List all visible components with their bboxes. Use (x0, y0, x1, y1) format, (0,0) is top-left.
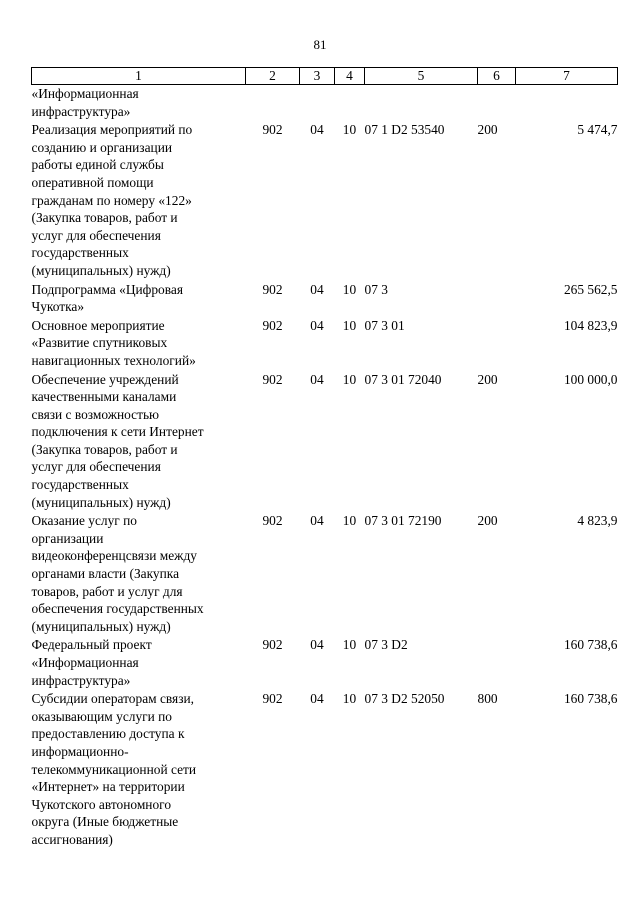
name-line: государственных (31, 477, 129, 493)
name-line: (муниципальных) нужд) (31, 262, 171, 278)
name-line: (муниципальных) нужд) (31, 494, 171, 510)
cell-ministry-code: 902 (262, 637, 283, 653)
cell-expense-type: 800 (477, 691, 498, 707)
cell-ministry-code: 902 (262, 691, 283, 707)
cell-subsection: 10 (342, 281, 357, 297)
name-line: Основное мероприятие (31, 317, 165, 333)
cell-expense-type: 200 (477, 371, 498, 387)
cell-target-article (365, 85, 478, 121)
cell-subsection (335, 85, 365, 121)
cell-expense-type (478, 280, 516, 316)
cell-expense-type: 200 (477, 513, 498, 529)
column-header-7: 7 (516, 68, 618, 85)
cell-section (300, 85, 335, 121)
cell-amount: 5 474,7 (577, 122, 618, 138)
cell-amount: 160 738,6 (563, 637, 618, 653)
name-line: (муниципальных) нужд) (31, 618, 171, 634)
name-line: государственных (31, 245, 129, 261)
cell-amount: 160 738,6 (563, 691, 618, 707)
cell-name (32, 511, 246, 635)
cell-name (32, 635, 246, 689)
table-row (32, 689, 618, 848)
name-line: ассигнования) (31, 831, 113, 847)
table-row (32, 85, 618, 121)
name-line: оказывающим услуги по (31, 708, 173, 724)
cell-ministry-code: 902 (262, 122, 283, 138)
column-header-5: 5 (365, 68, 478, 85)
column-header-3: 3 (300, 68, 335, 85)
cell-amount: 265 562,5 (563, 281, 618, 297)
name-line: Подпрограмма «Цифровая (31, 281, 183, 297)
name-line: Обеспечение учреждений (31, 371, 179, 387)
cell-amount: 104 823,9 (563, 317, 618, 333)
name-line: телекоммуникационной сети (31, 761, 197, 777)
name-line: созданию и организации (31, 139, 173, 155)
cell-subsection: 10 (342, 637, 357, 653)
name-line: «Интернет» на территории (31, 779, 185, 795)
cell-section: 04 (310, 691, 324, 707)
cell-expense-type: 200 (477, 122, 498, 138)
cell-section: 04 (310, 281, 324, 297)
cell-expense-type (478, 316, 516, 370)
name-line: (Закупка товаров, работ и (31, 210, 178, 226)
cell-amount: 4 823,9 (577, 513, 618, 529)
name-line: навигационных технологий» (31, 352, 196, 368)
cell-name (32, 370, 246, 512)
header-row (32, 68, 618, 85)
cell-target-article: 07 3 D2 52050 (364, 691, 445, 707)
cell-target-article: 07 1 D2 53540 (364, 122, 445, 138)
name-line: подключения к сети Интернет (31, 424, 204, 440)
cell-section: 04 (310, 371, 324, 387)
cell-name (32, 316, 246, 370)
cell-ministry-code: 902 (262, 513, 283, 529)
cell-subsection: 10 (342, 122, 357, 138)
name-line: Чукотского автономного (31, 796, 172, 812)
table-row (32, 370, 618, 512)
name-line: Субсидии операторам связи, (31, 691, 195, 707)
cell-section: 04 (310, 317, 324, 333)
cell-section: 04 (310, 637, 324, 653)
cell-expense-type (478, 85, 516, 121)
cell-name (32, 120, 246, 279)
name-line: (Закупка товаров, работ и (31, 441, 178, 457)
name-line: Реализация мероприятий по (31, 122, 193, 138)
cell-target-article: 07 3 01 (364, 317, 405, 333)
name-line: видеоконференцсвязи между (31, 548, 197, 564)
column-header-1: 1 (32, 68, 246, 85)
table-row (32, 120, 618, 279)
name-line: гражданам по номеру «122» (31, 192, 192, 208)
cell-amount (516, 85, 618, 121)
cell-subsection: 10 (342, 691, 357, 707)
name-line: качественными каналами (31, 389, 177, 405)
cell-target-article: 07 3 01 72040 (364, 371, 442, 387)
cell-ministry-code: 902 (262, 281, 283, 297)
name-line: инфраструктура» (31, 672, 131, 688)
table-header (32, 68, 618, 85)
name-line: инфраструктура» (31, 103, 131, 119)
name-line: округа (Иные бюджетные (31, 814, 179, 830)
name-line: «Информационная (31, 86, 139, 101)
cell-section: 04 (310, 513, 324, 529)
table-row (32, 280, 618, 316)
name-line: товаров, работ и услуг для (31, 583, 183, 599)
column-header-2: 2 (246, 68, 300, 85)
table-row (32, 316, 618, 370)
cell-ministry-code (246, 85, 300, 121)
name-line: предоставлению доступа к (31, 726, 185, 742)
name-line: организации (31, 530, 104, 546)
budget-table (31, 67, 618, 849)
cell-name (32, 280, 246, 316)
cell-target-article: 07 3 (364, 281, 388, 297)
cell-expense-type (478, 635, 516, 689)
name-line: услуг для обеспечения (31, 459, 161, 475)
name-line: работы единой службы (31, 157, 164, 173)
cell-target-article: 07 3 D2 (364, 637, 408, 653)
cell-name (32, 689, 246, 848)
name-line: органами власти (Закупка (31, 566, 180, 582)
table-body (32, 85, 618, 849)
cell-amount: 100 000,0 (563, 371, 618, 387)
name-line: обеспечения государственных (31, 601, 204, 617)
name-line: оперативной помощи (31, 174, 154, 190)
cell-target-article: 07 3 01 72190 (364, 513, 442, 529)
page-number: 81 (313, 37, 327, 52)
name-line: «Развитие спутниковых (31, 335, 168, 351)
cell-ministry-code: 902 (262, 317, 283, 333)
name-line: информационно- (31, 743, 129, 759)
table-row (32, 511, 618, 635)
table-row (32, 635, 618, 689)
column-header-6: 6 (478, 68, 516, 85)
name-line: услуг для обеспечения (31, 227, 161, 243)
cell-subsection: 10 (342, 513, 357, 529)
cell-ministry-code: 902 (262, 371, 283, 387)
name-line: Чукотка» (31, 299, 85, 315)
cell-subsection: 10 (342, 371, 357, 387)
cell-name (32, 85, 246, 121)
name-line: «Информационная (31, 655, 139, 670)
name-line: связи с возможностью (31, 406, 160, 422)
cell-subsection: 10 (342, 317, 357, 333)
cell-section: 04 (310, 122, 324, 138)
name-line: Оказание услуг по (31, 513, 137, 529)
column-header-4: 4 (335, 68, 365, 85)
name-line: Федеральный проект (31, 637, 152, 653)
